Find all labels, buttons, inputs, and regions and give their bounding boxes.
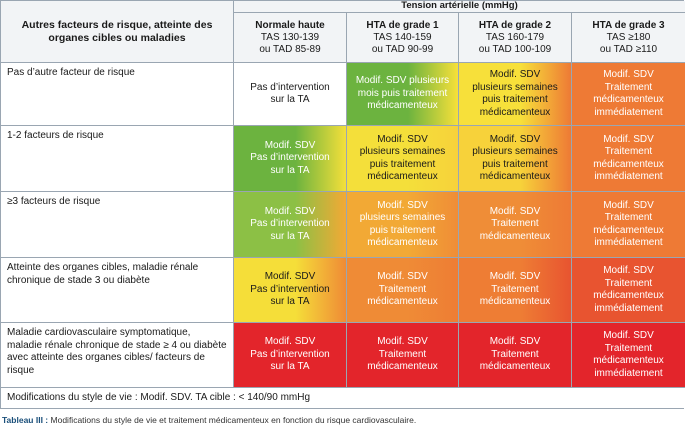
column-header-text xyxy=(592,20,664,56)
cell-text xyxy=(472,134,558,184)
cell-text xyxy=(360,200,446,250)
cell-line: Modif. SDV xyxy=(264,205,316,217)
cell-line: médicamenteux xyxy=(479,171,551,182)
row-label-1: Pas d’autre facteur de risque xyxy=(1,62,233,125)
cell-line: puis traitement xyxy=(369,158,436,170)
cell-text xyxy=(480,336,551,374)
cell-line: immédiatement xyxy=(594,171,663,182)
cell-line: médicamenteux xyxy=(367,361,438,373)
cell-line: médicamenteux xyxy=(479,361,551,373)
cell-text xyxy=(480,206,551,244)
cell-line: Modif. SDV xyxy=(489,271,541,283)
cell-line: médicamenteux xyxy=(479,230,551,242)
cell-text xyxy=(593,330,664,380)
cell-line: sur la TA xyxy=(270,361,310,373)
cell-line: Modif. SDV xyxy=(603,265,654,276)
cell-line: Traitement xyxy=(378,283,427,295)
column-header-text xyxy=(479,20,551,56)
cell-line: Modif. SDV xyxy=(603,330,654,341)
cell-text xyxy=(356,75,449,113)
cell-line: sur la TA xyxy=(270,230,310,242)
cell-text xyxy=(250,82,330,107)
recommendation-cell xyxy=(571,191,685,257)
cell-line: Modif. SDV xyxy=(377,336,428,348)
cell-text xyxy=(250,206,330,244)
cell-line: médicamenteux xyxy=(367,100,438,112)
column-header-line1: TAS ≥180 xyxy=(606,31,651,43)
cell-line: Traitement xyxy=(491,283,539,295)
cell-line: Modif. SDV xyxy=(489,336,541,348)
cell-line: Modif. SDV xyxy=(603,69,654,80)
cell-line: Pas d’intervention xyxy=(250,152,330,164)
cell-line: Traitement xyxy=(491,218,539,230)
cell-line: puis traitement xyxy=(482,94,548,105)
cell-text xyxy=(593,134,664,184)
cell-line: médicamenteux xyxy=(593,355,664,366)
cell-line: Traitement xyxy=(604,146,653,157)
cell-line: sur la TA xyxy=(270,164,310,176)
cell-text xyxy=(480,271,551,309)
column-header-line2: ou TAD 100-109 xyxy=(478,43,552,55)
cell-line: Modif. SDV xyxy=(264,336,316,348)
pressure-header: Tension artérielle (mmHg) xyxy=(233,1,685,12)
cell-text xyxy=(360,134,446,184)
column-header-line2: ou TAD ≥110 xyxy=(599,43,658,55)
column-header-text xyxy=(255,20,324,56)
cell-line: Modif. SDV xyxy=(603,199,654,211)
cell-line: Traitement xyxy=(604,277,653,289)
cell-line: Traitement xyxy=(604,81,653,93)
column-header-3 xyxy=(458,12,571,62)
cell-line: médicamenteux xyxy=(479,106,551,118)
recommendation-cell xyxy=(233,191,346,257)
cell-line: Modif. SDV xyxy=(603,133,654,145)
cell-line: médicamenteux xyxy=(367,237,438,248)
cell-text xyxy=(367,336,438,374)
recommendation-cell xyxy=(346,62,458,125)
cell-text xyxy=(593,69,664,119)
cell-line: Modif. SDV xyxy=(489,133,541,145)
recommendation-cell xyxy=(571,257,685,322)
cell-line: Pas d’intervention xyxy=(250,218,330,230)
column-header-4 xyxy=(571,12,685,62)
cell-text xyxy=(250,271,330,309)
recommendation-cell xyxy=(571,62,685,125)
column-header-title: HTA de grade 3 xyxy=(592,19,665,31)
recommendation-cell xyxy=(571,125,685,191)
cell-line: Modif. SDV xyxy=(264,139,316,151)
recommendation-cell xyxy=(458,257,571,322)
cell-line: médicamenteux xyxy=(367,171,438,182)
cell-line: médicamenteux xyxy=(593,94,664,105)
recommendation-cell xyxy=(458,191,571,257)
cell-line: Traitement xyxy=(491,348,539,360)
corner-header: Autres facteurs de risque, atteinte des organes cibles ou maladies xyxy=(1,1,233,62)
column-header-line2: ou TAD 90-99 xyxy=(371,43,434,55)
cell-line: Traitement xyxy=(378,348,427,360)
cell-line: Modif. SDV xyxy=(264,271,316,283)
recommendation-cell xyxy=(233,257,346,322)
cell-line: médicamenteux xyxy=(479,296,551,308)
cell-line: Modif. SDV xyxy=(489,205,541,217)
recommendation-cell xyxy=(346,191,458,257)
cell-line: puis traitement xyxy=(482,158,548,170)
cell-line: immédiatement xyxy=(594,302,663,314)
cell-line: Traitement xyxy=(604,212,653,223)
cell-line: immédiatement xyxy=(594,106,663,118)
cell-text xyxy=(593,265,664,315)
recommendation-cell xyxy=(346,257,458,322)
row-label-4: Atteinte des organes cibles, maladie rénale chronique de stade 3 ou diabète xyxy=(1,257,233,322)
recommendation-cell xyxy=(571,322,685,387)
cell-text xyxy=(367,271,438,309)
cell-line: plusieurs semaines xyxy=(472,81,558,93)
column-header-title: HTA de grade 1 xyxy=(366,19,439,31)
column-header-title: HTA de grade 2 xyxy=(478,19,552,31)
cell-line: immédiatement xyxy=(594,367,663,379)
cell-line: Modif. SDV xyxy=(377,199,428,211)
cell-line: puis traitement xyxy=(369,224,436,236)
cell-line: médicamenteux xyxy=(367,296,438,308)
cell-line: plusieurs semaines xyxy=(359,146,446,157)
recommendation-cell xyxy=(233,62,346,125)
cell-line: sur la TA xyxy=(270,94,310,105)
cell-line: Modif. SDV plusieurs xyxy=(355,75,450,87)
cell-line: Pas d’intervention xyxy=(250,81,330,93)
column-header-line2: ou TAD 85-89 xyxy=(259,43,321,55)
cell-text xyxy=(250,336,330,374)
caption-text: Modifications du style de vie et traitement médicamenteux en fonction du risque cardiovasculaire. xyxy=(50,415,417,425)
recommendation-cell xyxy=(233,125,346,191)
row-label-2: 1-2 facteurs de risque xyxy=(1,125,233,191)
cell-line: Traitement xyxy=(604,342,653,354)
cell-line: Pas d’intervention xyxy=(250,348,330,360)
cell-line: médicamenteux xyxy=(593,290,664,301)
table-footer: Modifications du style de vie : Modif. SDV. TA cible : < 140/90 mmHg xyxy=(1,387,685,408)
cell-line: Modif. SDV xyxy=(489,69,541,80)
table-caption xyxy=(2,415,416,425)
recommendation-cell xyxy=(458,125,571,191)
column-header-line1: TAS 160-179 xyxy=(485,31,545,43)
column-header-line1: TAS 140-159 xyxy=(373,31,432,43)
column-header-2 xyxy=(346,12,458,62)
cell-line: médicamenteux xyxy=(593,224,664,236)
cell-text xyxy=(250,140,330,178)
recommendation-cell xyxy=(233,322,346,387)
cell-line: immédiatement xyxy=(594,237,663,248)
cell-text xyxy=(472,69,558,119)
cell-text xyxy=(593,200,664,250)
cell-line: plusieurs semaines xyxy=(359,212,446,223)
column-header-1 xyxy=(233,12,346,62)
column-header-line1: TAS 130-139 xyxy=(260,31,320,43)
recommendation-cell xyxy=(458,62,571,125)
recommendation-cell xyxy=(346,125,458,191)
recommendation-cell xyxy=(458,322,571,387)
row-label-3: ≥3 facteurs de risque xyxy=(1,191,233,257)
cell-line: Modif. SDV xyxy=(377,271,428,283)
recommendation-cell xyxy=(346,322,458,387)
column-header-text xyxy=(366,20,438,56)
cell-line: Pas d’intervention xyxy=(250,283,330,295)
row-label-5: Maladie cardiovasculaire symptomatique, maladie rénale chronique de stade ≥ 4 ou diabète avec atteinte des organes cibles/ facteurs de risque xyxy=(1,322,233,387)
cell-line: mois puis traitement xyxy=(357,87,448,99)
cell-line: médicamenteux xyxy=(593,158,664,170)
column-header-title: Normale haute xyxy=(255,19,325,31)
caption-label: Tableau III : xyxy=(2,415,49,425)
cell-line: plusieurs semaines xyxy=(472,146,558,157)
cell-line: Modif. SDV xyxy=(377,133,428,145)
cell-line: sur la TA xyxy=(270,296,310,308)
